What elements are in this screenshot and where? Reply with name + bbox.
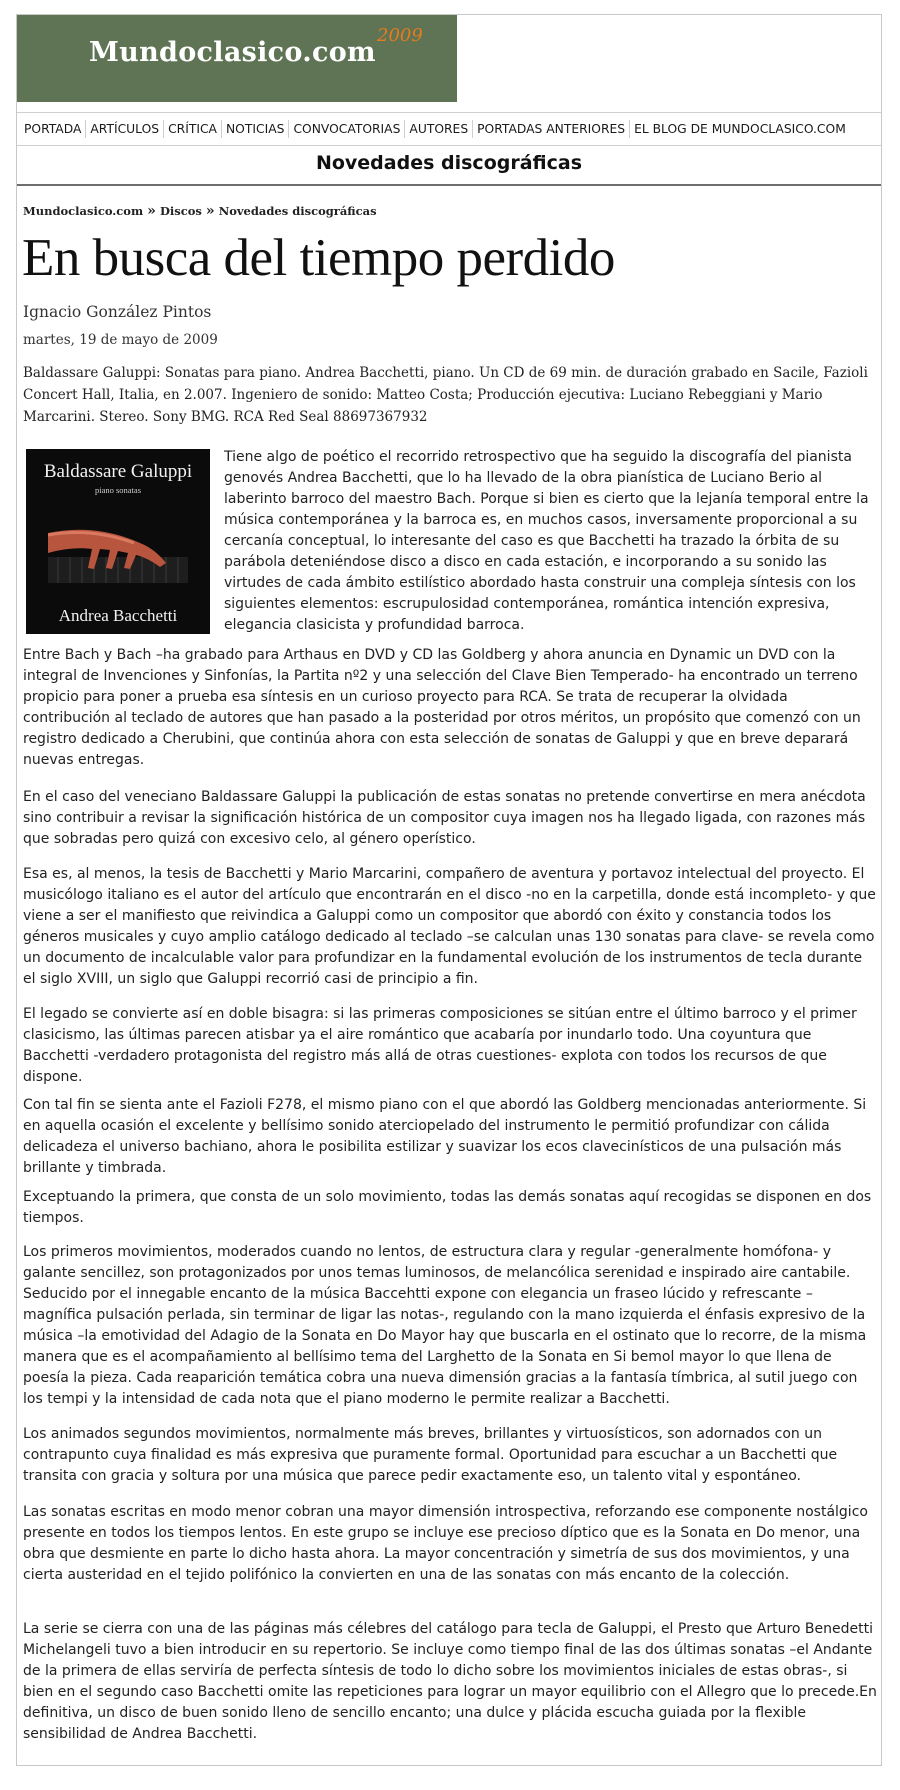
article-paragraph: Exceptuando la primera, que consta de un solo movimiento, todas las demás sonatas aquí recogidas se disponen en dos tiempos. bbox=[23, 1189, 872, 1226]
nav-critica[interactable]: CRÍTICA bbox=[164, 120, 222, 138]
album-cover-image bbox=[26, 449, 210, 634]
nav-blog[interactable]: EL BLOG DE MUNDOCLASICO.COM bbox=[634, 122, 846, 136]
piano-hand-illustration bbox=[48, 513, 188, 583]
article-paragraph: Con tal fin se sienta ante el Fazioli F278, el mismo piano con el que abordó las Goldberg mencionadas anteriormente. Si en aquella ocasión el excelente y bellísimo sonido aterciopelado del instrumento le permitió profundizar con cálida delicadeza el universo bachiano, ahora le posibilita estilizar y suavizar los ecos clavecinísticos de una pulsación más brillante y timbrada. bbox=[23, 1097, 867, 1176]
breadcrumb-separator: » bbox=[205, 203, 215, 219]
cover-artist: Andrea Bacchetti bbox=[58, 606, 178, 625]
cover-title: Baldassare Galuppi bbox=[43, 461, 193, 482]
main-nav bbox=[17, 112, 881, 146]
article-paragraph: Entre Bach y Bach –ha grabado para Arthaus en DVD y CD las Goldberg y ahora anuncia en Dynamic un DVD con la integral de Invenciones y Sinfonías, la Partita nº2 y una selección del Clave Bien Temperado- ha encontrado un terreno propicio para poner a prueba esa síntesis en un curioso proyecto para RCA. Se trata de recuperar la olvidada contribución al teclado de autores que han pasado a la posteridad por otros méritos, un propósito que comenzó con un registro dedicado a Cherubini, que continúa ahora con esta selección de sonatas de Galuppi y que en breve deparará nuevas entregas. bbox=[23, 647, 861, 768]
article-paragraph: Las sonatas escritas en modo menor cobran una mayor dimensión introspectiva, reforzando ese componente nostálgico presente en todos los tiempos lentos. En este grupo se incluye ese precioso díptico que es la Sonata en Do menor, una obra que desmiente en parte lo dicho hasta ahora. La mayor concentración y simetría de sus dos movimientos, y una cierta austeridad en el tejido polifónico la convierten en una de las sonatas con más encanto de la colección. bbox=[23, 1504, 868, 1583]
article-paragraph: Los primeros movimientos, moderados cuando no lentos, de estructura clara y regular -generalmente homófona- y galante sencillez, son protagonizados por unos temas luminosos, de melancólica serenidad e inspirado aire cantabile. Seducido por el innegable encanto de la música Baccehtti expone con elegancia un fraseo lúcido y refrescante –magnífica pulsación perlada, sin terminar de ligar las notas-, regulando con la mano izquierda el énfasis expresivo de la música –la emotividad del Adagio de la Sonata en Do Mayor hay que buscarla en el ostinato que lo recorre, de la misma manera que es el acompañamiento al bellísimo tema del Larghetto de la Sonata en Si bemol mayor lo que llena de poesía la pieza. Cada reaparición temática cobra una nueva dimensión gracias a la fantasía tímbrica, al sutil juego con los tempi y la intensidad de cada nota que el piano moderno le permite realizar a Bacchetti. bbox=[23, 1244, 867, 1407]
article-paragraph: Los animados segundos movimientos, normalmente más breves, brillantes y virtuosísticos, son adornados con un contrapunto cuya finalidad es más expresiva que puramente formal. Oportunidad para escuchar a un Bacchetti que transita con gracia y soltura por una música que parece pedir exactamente eso, un talento vital y espontáneo. bbox=[23, 1426, 838, 1484]
nav-noticias[interactable]: NOTICIAS bbox=[222, 120, 289, 138]
breadcrumb-discos[interactable]: Discos bbox=[159, 204, 202, 218]
cover-subtitle: piano sonatas bbox=[94, 485, 142, 495]
nav-convocatorias[interactable]: CONVOCATORIAS bbox=[289, 120, 405, 138]
section-title: Novedades discográficas bbox=[315, 152, 583, 174]
logo-text: Mundoclasico.com bbox=[89, 37, 376, 68]
article-author: Ignacio González Pintos bbox=[23, 303, 212, 321]
breadcrumb-home[interactable]: Mundoclasico.com bbox=[23, 204, 144, 218]
nav-articulos[interactable]: ARTÍCULOS bbox=[86, 120, 164, 138]
article-summary: Baldassare Galuppi: Sonatas para piano. Andrea Bacchetti, piano. Un CD de 69 min. de duración grabado en Sacile, Fazioli Concert Hall, Italia, en 2.007. Ingeniero de sonido: Matteo Costa; Producción ejecutiva: Luciano Rebeggiani y Mario Marcarini. Stereo. Sony BMG. RCA Red Seal 88697367932 bbox=[23, 365, 868, 425]
site-logo[interactable] bbox=[17, 15, 457, 102]
article-date: martes, 19 de mayo de 2009 bbox=[23, 332, 218, 348]
article-paragraph: La serie se cierra con una de las páginas más célebres del catálogo para tecla de Galuppi, el Presto que Arturo Benedetti Michelangeli tuvo a bien introducir en su repertorio. Se incluye como tiempo final de las dos últimas sonatas –el Andante de la primera de ellas serviría de perfecta síntesis de todo lo dicho sobre los movimientos iniciales de estas obras-, si bien en el segundo caso Bacchetti omite las repeticiones para lograr un mayor equilibrio con el Allegro que lo precede.En definitiva, un disco de buen sonido lleno de sencillo encanto; una dulce y plácida escucha guiada por la flexible sensibilidad de Andrea Bacchetti. bbox=[23, 1621, 877, 1742]
nav-autores[interactable]: AUTORES bbox=[405, 120, 473, 138]
breadcrumb bbox=[23, 203, 377, 219]
article-paragraph: En el caso del veneciano Baldassare Galuppi la publicación de estas sonatas no pretende convertirse en mera anécdota sino contribuir a revisar la significación histórica de un compositor cuya imagen nos ha llegado ligada, con razones más que sobradas pero quizá con excesivo celo, al género operístico. bbox=[23, 789, 866, 847]
article-paragraph: El legado se convierte así en doble bisagra: si las primeras composiciones se sitúan entre el último barroco y el primer clasicismo, las últimas parecen atisbar ya el aire romántico que acabaría por inundarlo todo. Una coyuntura que Bacchetti -verdadero protagonista del registro más allá de otras cuestiones- explota con todos los recursos de que dispone. bbox=[23, 1006, 857, 1085]
nav-portada[interactable]: PORTADA bbox=[17, 120, 86, 138]
section-divider bbox=[17, 184, 881, 186]
breadcrumb-separator: » bbox=[147, 203, 156, 219]
article-paragraph: Tiene algo de poético el recorrido retrospectivo que ha seguido la discografía del pianista genovés Andrea Bacchetti, que lo ha llevado de la obra pianística de Luciano Berio al laberinto barroco del maestro Bach. Porque si bien es cierto que la lejanía temporal entre la música contemporánea y la barroca es, en muchos casos, inversamente proporcional a su cercanía conceptual, lo interesante del caso es que Bacchetti ha trazado la órbita de su parábola deteniéndose disco a disco en cada estación, e incorporando a su sonido las virtudes de cada ámbito estilístico abordado hasta construir una compleja síntesis con los siguientes elementos: escrupulosidad contemporánea, romántica intención expresiva, elegancia clasicista y profundidad barroca. bbox=[224, 449, 869, 633]
article-paragraph: Esa es, al menos, la tesis de Bacchetti y Mario Marcarini, compañero de aventura y portavoz intelectual del proyecto. El musicólogo italiano es el autor del artículo que encontrarán en el disco -no en la carpetilla, donde está incompleto- y que viene a ser el manifiesto que reivindica a Galuppi como un compositor que abordó con éxito y constancia todos los géneros musicales y cuyo amplio catálogo dedicado al teclado –se calculan unas 130 sonatas para clave- se revela como un documento de incalculable valor para profundizar en la fundamental evolución de los instrumentos de tecla durante el siglo XVIII, un siglo que Galuppi recorrió casi de principio a fin. bbox=[23, 866, 876, 987]
nav-portadas-anteriores[interactable]: PORTADAS ANTERIORES bbox=[473, 120, 630, 138]
article-title: En busca del tiempo perdido bbox=[22, 229, 615, 287]
logo-year: 2009 bbox=[377, 25, 423, 46]
breadcrumb-novedades[interactable]: Novedades discográficas bbox=[218, 204, 377, 218]
